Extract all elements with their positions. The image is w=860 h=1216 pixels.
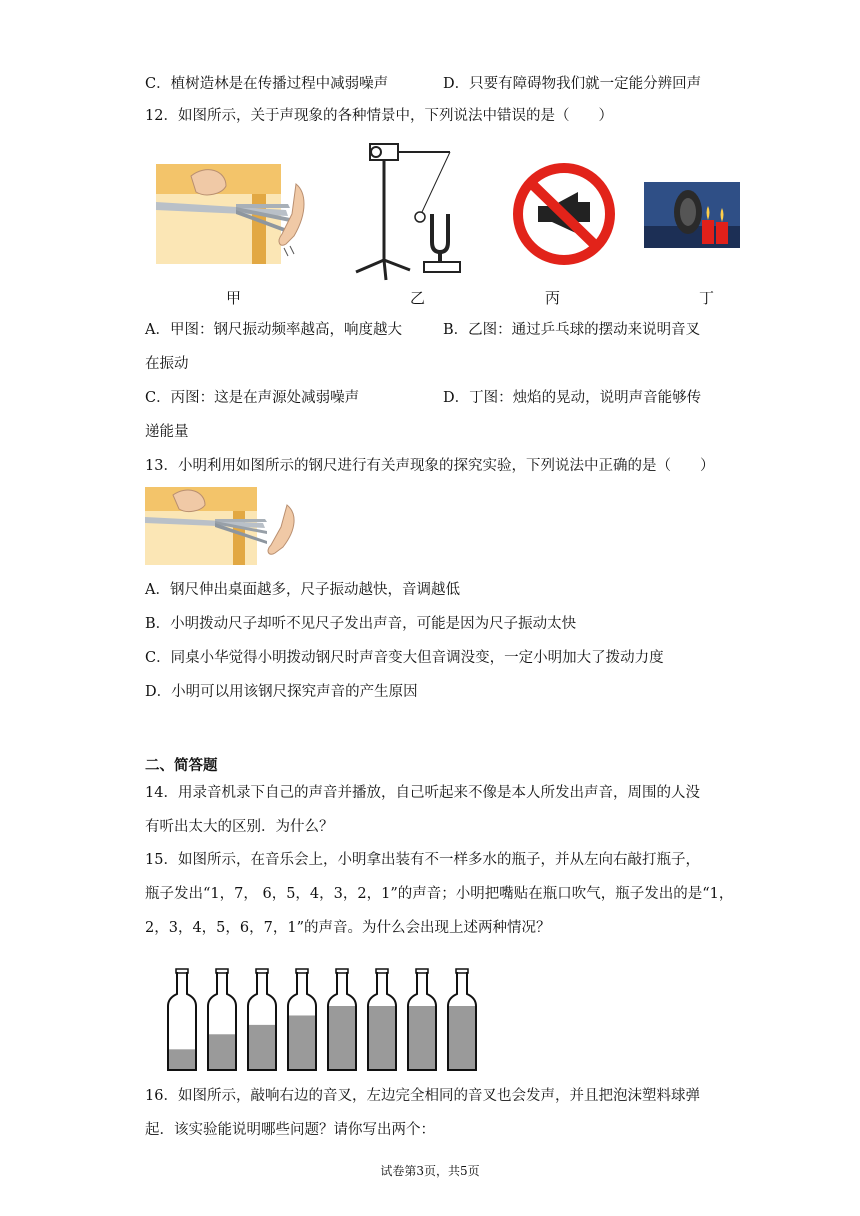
- q12-option-d-continued: 递能量: [145, 424, 189, 440]
- bottle-water: [289, 1015, 315, 1070]
- bottle-mouth: [376, 969, 388, 973]
- q12-stem: 12．如图所示，关于声现象的各种情景中，下列说法中错误的是（ ）: [145, 108, 613, 124]
- ruler-on-table-image: [156, 164, 316, 264]
- bottle-water: [169, 1049, 195, 1070]
- bottle-mouth: [456, 969, 468, 973]
- bottle-mouth: [256, 969, 268, 973]
- q15-line-3: 2，3，4，5，6，7，1”的声音。为什么会出现上述两种情况？: [145, 920, 551, 936]
- q15-bottles-figure: [160, 964, 480, 1080]
- q12-figure-bing: [512, 162, 616, 270]
- bottle-water: [329, 1006, 355, 1070]
- caption-jia: 甲: [226, 289, 242, 307]
- bottle-water: [449, 1006, 475, 1070]
- q14-line-2: 有听出太大的区别．为什么？: [145, 819, 334, 835]
- tuning-fork-pendulum-image: [352, 142, 482, 282]
- q14-line-1: 14．用录音机录下自己的声音并播放，自己听起来不像是本人所发出声音，周围的人没: [145, 785, 700, 801]
- q11-option-c: C．植树造林是在传播过程中减弱噪声: [145, 76, 389, 92]
- bottle-mouth: [296, 969, 308, 973]
- caption-yi: 乙: [410, 289, 426, 307]
- ruler-on-table-image: [145, 487, 305, 567]
- water-bottles-image: [160, 964, 480, 1076]
- bottle-water: [409, 1006, 435, 1070]
- bottle-mouth: [336, 969, 348, 973]
- bottle-water: [209, 1034, 235, 1070]
- bottle-mouth: [176, 969, 188, 973]
- no-horn-sign-icon: [512, 162, 616, 266]
- caption-bing: 丙: [545, 289, 561, 307]
- q12-option-a: A．甲图：钢尺振动频率越高，响度越大: [145, 322, 402, 338]
- q12-figure-ding: [644, 182, 740, 252]
- q12-option-b: B．乙图：通过乒乓球的摆动来说明音叉: [443, 322, 701, 338]
- q12-figure-yi: [352, 142, 482, 286]
- bottle-mouth: [416, 969, 428, 973]
- q13-option-a: A．钢尺伸出桌面越多，尺子振动越快，音调越低: [145, 582, 460, 598]
- q16-line-1: 16．如图所示，敲响右边的音叉，左边完全相同的音叉也会发声，并且把泡沫塑料球弹: [145, 1088, 700, 1104]
- page-footer: 试卷第3页，共5页: [380, 1164, 480, 1178]
- bottle-mouth: [216, 969, 228, 973]
- q12-option-d: D．丁图：烛焰的晃动，说明声音能够传: [443, 390, 702, 406]
- q13-option-d: D．小明可以用该钢尺探究声音的产生原因: [145, 684, 418, 700]
- caption-ding: 丁: [699, 289, 715, 307]
- bottle-water: [369, 1006, 395, 1070]
- speaker-candle-image: [644, 182, 740, 248]
- q12-option-b-continued: 在振动: [145, 356, 189, 372]
- q16-line-2: 起．该实验能说明哪些问题？请你写出两个：: [145, 1122, 435, 1138]
- bottle-water: [249, 1025, 275, 1070]
- q15-line-1: 15．如图所示，在音乐会上，小明拿出装有不一样多水的瓶子，并从左向右敲打瓶子，: [145, 852, 700, 868]
- q11-option-d: D．只要有障碍物我们就一定能分辨回声: [443, 76, 702, 92]
- q13-figure: [145, 487, 305, 571]
- q13-option-b: B．小明拨动尺子却听不见尺子发出声音，可能是因为尺子振动太快: [145, 616, 577, 632]
- q12-option-c: C．丙图：这是在声源处减弱噪声: [145, 390, 360, 406]
- q13-stem: 13．小明利用如图所示的钢尺进行有关声现象的探究实验，下列说法中正确的是（ ）: [145, 458, 715, 474]
- q15-line-2: 瓶子发出“1，7， 6，5，4，3，2，1”的声音；小明把嘴贴在瓶口吹气，瓶子发出的是“1，: [145, 886, 734, 902]
- q13-option-c: C．同桌小华觉得小明拨动钢尺时声音变大但音调没变，一定小明加大了拨动力度: [145, 650, 664, 666]
- q12-figure-jia: [156, 164, 316, 268]
- section-title: 二、简答题: [145, 758, 218, 774]
